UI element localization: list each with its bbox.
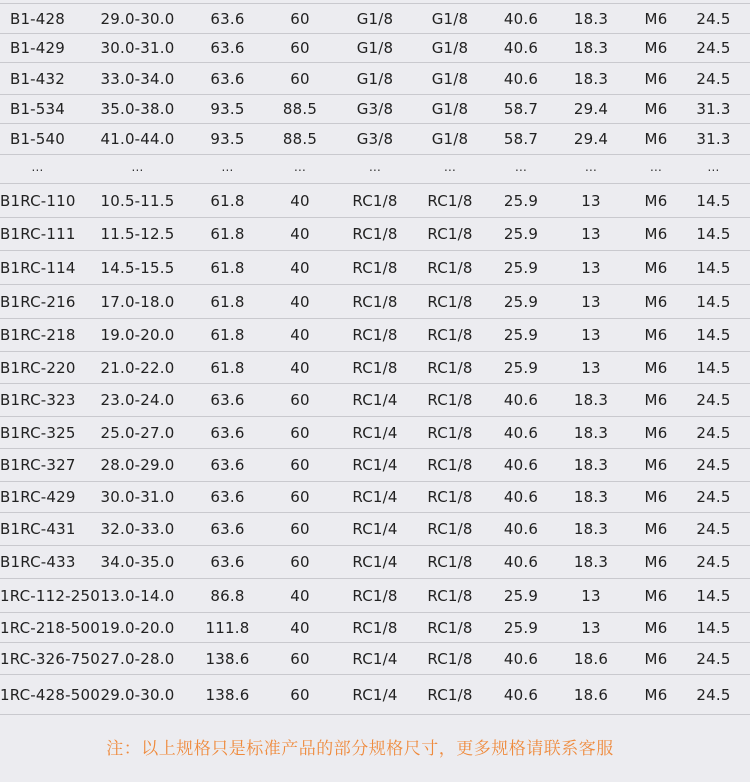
table-row	[0, 449, 750, 482]
cell-model: B1RC-429	[0, 482, 75, 513]
cell-dim-a: 40.6	[495, 449, 547, 482]
cell-dim-c: 31.3	[677, 95, 750, 124]
cell-length: …	[200, 155, 255, 184]
cell-thread: M6	[635, 124, 677, 155]
cell-length: 86.8	[200, 579, 255, 613]
cell-model: 1RC-218-500	[0, 613, 75, 643]
cell-port-a: G3/8	[345, 124, 405, 155]
cell-length: 61.8	[200, 184, 255, 218]
cell-range: 21.0-22.0	[75, 352, 200, 384]
cell-thread: M6	[635, 579, 677, 613]
cell-dim-a: 58.7	[495, 95, 547, 124]
cell-dim-c: 14.5	[677, 352, 750, 384]
cell-dim-b: 13	[547, 319, 635, 352]
cell-port-b: RC1/8	[405, 218, 495, 251]
table-row	[0, 124, 750, 155]
cell-port-a: RC1/8	[345, 184, 405, 218]
table-row	[0, 4, 750, 34]
cell-dim-b: 13	[547, 285, 635, 319]
cell-width: 40	[255, 184, 345, 218]
table-row	[0, 482, 750, 513]
cell-port-b: RC1/8	[405, 675, 495, 715]
cell-model: …	[0, 155, 75, 184]
cell-dim-c: 24.5	[677, 643, 750, 675]
cell-width: 60	[255, 675, 345, 715]
cell-dim-b: 18.3	[547, 34, 635, 63]
cell-dim-a: 25.9	[495, 218, 547, 251]
cell-range: …	[75, 155, 200, 184]
cell-thread: M6	[635, 384, 677, 417]
ellipsis-row	[0, 155, 750, 184]
cell-port-a: RC1/4	[345, 546, 405, 579]
cell-width: 40	[255, 319, 345, 352]
cell-dim-b: 18.3	[547, 417, 635, 449]
cell-dim-a: 25.9	[495, 251, 547, 285]
cell-thread: M6	[635, 675, 677, 715]
cell-dim-b: 18.3	[547, 63, 635, 95]
cell-port-b: RC1/8	[405, 613, 495, 643]
cell-port-b: G1/8	[405, 4, 495, 34]
cell-port-b: RC1/8	[405, 513, 495, 546]
cell-length: 63.6	[200, 482, 255, 513]
cell-port-b: RC1/8	[405, 319, 495, 352]
cell-width: 40	[255, 218, 345, 251]
cell-width: …	[255, 155, 345, 184]
cell-port-b: RC1/8	[405, 184, 495, 218]
cell-range: 30.0-31.0	[75, 34, 200, 63]
cell-range: 35.0-38.0	[75, 95, 200, 124]
cell-range: 32.0-33.0	[75, 513, 200, 546]
cell-dim-b: 18.3	[547, 513, 635, 546]
cell-range: 13.0-14.0	[75, 579, 200, 613]
cell-port-b: G1/8	[405, 63, 495, 95]
cell-length: 61.8	[200, 352, 255, 384]
cell-dim-b: …	[547, 155, 635, 184]
table-row	[0, 513, 750, 546]
cell-dim-c: 24.5	[677, 34, 750, 63]
cell-dim-a: 25.9	[495, 579, 547, 613]
spec-table	[0, 3, 750, 715]
cell-length: 138.6	[200, 643, 255, 675]
cell-width: 40	[255, 579, 345, 613]
cell-range: 29.0-30.0	[75, 675, 200, 715]
cell-model: B1RC-218	[0, 319, 75, 352]
table-row	[0, 218, 750, 251]
cell-port-a: RC1/8	[345, 613, 405, 643]
cell-dim-c: 14.5	[677, 251, 750, 285]
cell-port-a: RC1/4	[345, 417, 405, 449]
table-row	[0, 352, 750, 384]
cell-dim-c: 14.5	[677, 285, 750, 319]
cell-length: 61.8	[200, 218, 255, 251]
cell-dim-a: …	[495, 155, 547, 184]
cell-port-a: G1/8	[345, 34, 405, 63]
cell-thread: M6	[635, 643, 677, 675]
cell-dim-a: 25.9	[495, 613, 547, 643]
cell-thread: M6	[635, 352, 677, 384]
cell-range: 17.0-18.0	[75, 285, 200, 319]
cell-range: 19.0-20.0	[75, 319, 200, 352]
cell-range: 28.0-29.0	[75, 449, 200, 482]
cell-port-b: RC1/8	[405, 285, 495, 319]
cell-thread: M6	[635, 482, 677, 513]
cell-thread: M6	[635, 218, 677, 251]
cell-thread: M6	[635, 613, 677, 643]
cell-model: B1-540	[0, 124, 75, 155]
cell-range: 19.0-20.0	[75, 613, 200, 643]
cell-length: 138.6	[200, 675, 255, 715]
cell-thread: M6	[635, 449, 677, 482]
table-row	[0, 384, 750, 417]
cell-port-b: G1/8	[405, 124, 495, 155]
cell-thread: M6	[635, 95, 677, 124]
cell-thread: M6	[635, 34, 677, 63]
cell-width: 60	[255, 34, 345, 63]
cell-dim-b: 13	[547, 251, 635, 285]
cell-dim-b: 13	[547, 184, 635, 218]
cell-length: 63.6	[200, 546, 255, 579]
cell-length: 63.6	[200, 417, 255, 449]
cell-thread: M6	[635, 63, 677, 95]
cell-range: 10.5-11.5	[75, 184, 200, 218]
cell-dim-c: 24.5	[677, 63, 750, 95]
cell-length: 61.8	[200, 319, 255, 352]
table-row	[0, 546, 750, 579]
cell-port-b: G1/8	[405, 95, 495, 124]
cell-range: 29.0-30.0	[75, 4, 200, 34]
cell-length: 63.6	[200, 449, 255, 482]
cell-width: 60	[255, 417, 345, 449]
cell-model: B1RC-220	[0, 352, 75, 384]
cell-port-a: …	[345, 155, 405, 184]
table-row	[0, 579, 750, 613]
cell-dim-b: 13	[547, 352, 635, 384]
cell-dim-b: 18.6	[547, 675, 635, 715]
cell-length: 63.6	[200, 384, 255, 417]
cell-port-b: RC1/8	[405, 417, 495, 449]
cell-dim-a: 25.9	[495, 352, 547, 384]
cell-port-b: RC1/8	[405, 449, 495, 482]
table-row	[0, 643, 750, 675]
cell-model: B1RC-431	[0, 513, 75, 546]
cell-port-a: RC1/8	[345, 285, 405, 319]
cell-model: B1RC-216	[0, 285, 75, 319]
table-row	[0, 63, 750, 95]
cell-model: B1RC-433	[0, 546, 75, 579]
table-row	[0, 613, 750, 643]
cell-dim-b: 13	[547, 579, 635, 613]
cell-dim-b: 13	[547, 613, 635, 643]
cell-width: 60	[255, 384, 345, 417]
cell-port-a: RC1/4	[345, 449, 405, 482]
cell-port-a: RC1/4	[345, 513, 405, 546]
table-row	[0, 319, 750, 352]
cell-length: 61.8	[200, 251, 255, 285]
cell-range: 14.5-15.5	[75, 251, 200, 285]
cell-port-b: G1/8	[405, 34, 495, 63]
cell-port-b: RC1/8	[405, 546, 495, 579]
spec-table-body	[0, 4, 750, 715]
cell-dim-c: 31.3	[677, 124, 750, 155]
cell-dim-b: 18.6	[547, 643, 635, 675]
cell-thread: M6	[635, 417, 677, 449]
cell-thread: M6	[635, 184, 677, 218]
cell-dim-a: 40.6	[495, 34, 547, 63]
cell-dim-c: 14.5	[677, 579, 750, 613]
cell-port-b: RC1/8	[405, 251, 495, 285]
cell-length: 63.6	[200, 513, 255, 546]
cell-width: 40	[255, 251, 345, 285]
cell-model: 1RC-428-500	[0, 675, 75, 715]
cell-dim-c: …	[677, 155, 750, 184]
cell-width: 88.5	[255, 124, 345, 155]
cell-dim-a: 40.6	[495, 63, 547, 95]
cell-thread: M6	[635, 513, 677, 546]
cell-dim-b: 29.4	[547, 95, 635, 124]
cell-width: 60	[255, 643, 345, 675]
cell-width: 40	[255, 285, 345, 319]
cell-thread: M6	[635, 285, 677, 319]
cell-port-b: RC1/8	[405, 352, 495, 384]
cell-model: 1RC-112-250	[0, 579, 75, 613]
cell-port-a: RC1/8	[345, 319, 405, 352]
cell-width: 60	[255, 449, 345, 482]
cell-dim-c: 24.5	[677, 546, 750, 579]
cell-model: B1-534	[0, 95, 75, 124]
cell-length: 63.6	[200, 34, 255, 63]
cell-length: 61.8	[200, 285, 255, 319]
table-row	[0, 95, 750, 124]
cell-length: 93.5	[200, 124, 255, 155]
cell-width: 60	[255, 513, 345, 546]
cell-model: 1RC-326-750	[0, 643, 75, 675]
cell-port-b: RC1/8	[405, 643, 495, 675]
cell-port-a: G3/8	[345, 95, 405, 124]
cell-port-a: RC1/4	[345, 643, 405, 675]
cell-dim-c: 24.5	[677, 384, 750, 417]
cell-range: 41.0-44.0	[75, 124, 200, 155]
cell-dim-c: 24.5	[677, 417, 750, 449]
cell-port-a: RC1/8	[345, 218, 405, 251]
table-row	[0, 285, 750, 319]
cell-dim-b: 18.3	[547, 546, 635, 579]
cell-dim-c: 24.5	[677, 482, 750, 513]
cell-model: B1RC-111	[0, 218, 75, 251]
cell-model: B1-429	[0, 34, 75, 63]
cell-model: B1-428	[0, 4, 75, 34]
cell-width: 40	[255, 352, 345, 384]
cell-port-a: G1/8	[345, 4, 405, 34]
cell-dim-c: 14.5	[677, 613, 750, 643]
cell-range: 11.5-12.5	[75, 218, 200, 251]
cell-width: 60	[255, 482, 345, 513]
cell-model: B1RC-114	[0, 251, 75, 285]
cell-dim-c: 14.5	[677, 218, 750, 251]
cell-port-a: RC1/8	[345, 579, 405, 613]
cell-length: 93.5	[200, 95, 255, 124]
cell-thread: M6	[635, 546, 677, 579]
cell-dim-a: 40.6	[495, 513, 547, 546]
cell-dim-c: 24.5	[677, 4, 750, 34]
cell-length: 63.6	[200, 4, 255, 34]
cell-model: B1RC-110	[0, 184, 75, 218]
cell-port-b: RC1/8	[405, 579, 495, 613]
cell-width: 40	[255, 613, 345, 643]
table-row	[0, 34, 750, 63]
cell-width: 60	[255, 4, 345, 34]
cell-port-b: RC1/8	[405, 482, 495, 513]
cell-dim-a: 40.6	[495, 417, 547, 449]
cell-model: B1RC-323	[0, 384, 75, 417]
cell-dim-b: 18.3	[547, 482, 635, 513]
cell-dim-c: 24.5	[677, 675, 750, 715]
cell-thread: M6	[635, 4, 677, 34]
cell-dim-b: 13	[547, 218, 635, 251]
cell-dim-a: 25.9	[495, 285, 547, 319]
cell-range: 30.0-31.0	[75, 482, 200, 513]
cell-width: 60	[255, 63, 345, 95]
cell-thread: …	[635, 155, 677, 184]
cell-range: 25.0-27.0	[75, 417, 200, 449]
cell-port-a: RC1/8	[345, 251, 405, 285]
cell-port-a: RC1/4	[345, 675, 405, 715]
cell-port-a: RC1/4	[345, 482, 405, 513]
cell-model: B1RC-327	[0, 449, 75, 482]
cell-width: 60	[255, 546, 345, 579]
table-row	[0, 675, 750, 715]
cell-dim-b: 18.3	[547, 449, 635, 482]
cell-dim-a: 25.9	[495, 184, 547, 218]
cell-dim-a: 40.6	[495, 384, 547, 417]
table-row	[0, 417, 750, 449]
cell-port-a: G1/8	[345, 63, 405, 95]
cell-dim-a: 40.6	[495, 4, 547, 34]
cell-port-b: RC1/8	[405, 384, 495, 417]
cell-range: 34.0-35.0	[75, 546, 200, 579]
cell-dim-a: 40.6	[495, 482, 547, 513]
cell-range: 33.0-34.0	[75, 63, 200, 95]
cell-dim-a: 58.7	[495, 124, 547, 155]
cell-model: B1RC-325	[0, 417, 75, 449]
cell-dim-c: 14.5	[677, 184, 750, 218]
cell-length: 111.8	[200, 613, 255, 643]
cell-model: B1-432	[0, 63, 75, 95]
cell-thread: M6	[635, 251, 677, 285]
footnote-text: 注：以上规格只是标准产品的部分规格尺寸，更多规格请联系客服	[106, 739, 614, 759]
cell-range: 23.0-24.0	[75, 384, 200, 417]
cell-dim-c: 14.5	[677, 319, 750, 352]
cell-dim-b: 29.4	[547, 124, 635, 155]
table-row	[0, 184, 750, 218]
cell-port-b: …	[405, 155, 495, 184]
cell-dim-c: 24.5	[677, 449, 750, 482]
cell-dim-b: 18.3	[547, 4, 635, 34]
cell-port-a: RC1/8	[345, 352, 405, 384]
cell-range: 27.0-28.0	[75, 643, 200, 675]
cell-length: 63.6	[200, 63, 255, 95]
cell-dim-a: 25.9	[495, 319, 547, 352]
cell-port-a: RC1/4	[345, 384, 405, 417]
cell-dim-b: 18.3	[547, 384, 635, 417]
table-row	[0, 251, 750, 285]
cell-dim-c: 24.5	[677, 513, 750, 546]
cell-thread: M6	[635, 319, 677, 352]
cell-width: 88.5	[255, 95, 345, 124]
cell-dim-a: 40.6	[495, 546, 547, 579]
cell-dim-a: 40.6	[495, 675, 547, 715]
cell-dim-a: 40.6	[495, 643, 547, 675]
